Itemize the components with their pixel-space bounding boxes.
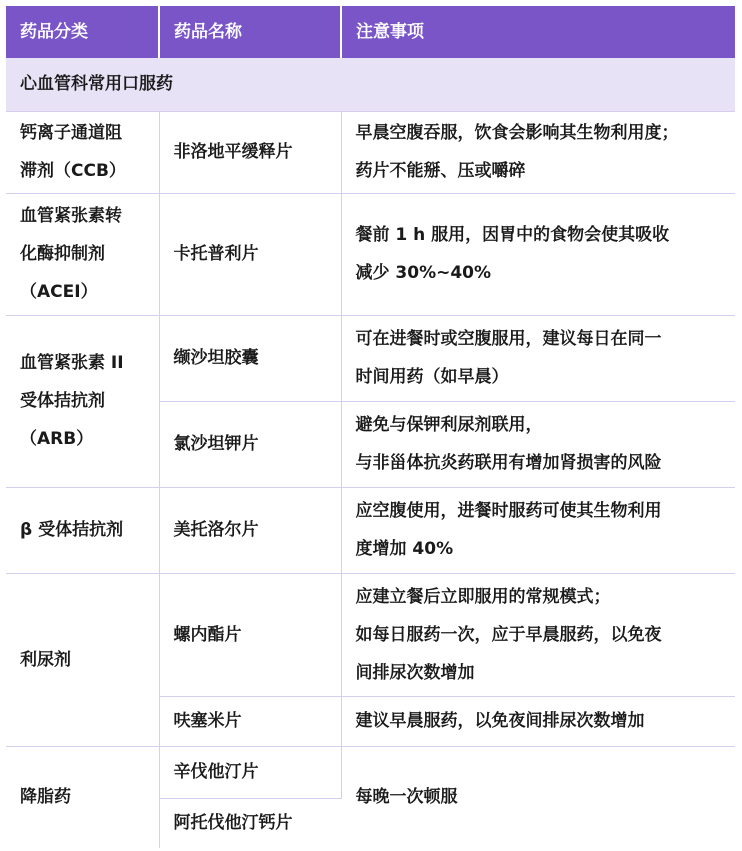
section-row	[6, 58, 735, 111]
notes-cell	[341, 401, 735, 487]
category-line: 血管紧张素转	[20, 206, 122, 226]
notes-cell: 建议早晨服药，以免夜间排尿次数增加	[341, 696, 735, 746]
category-line: （ARB）	[20, 429, 94, 449]
notes-cell	[341, 573, 735, 696]
table-row	[6, 746, 735, 798]
category-line: 滞剂（CCB）	[20, 161, 126, 181]
drug-name-cell: 卡托普利片	[159, 193, 341, 315]
table-row	[6, 111, 735, 193]
note-line: 如每日服药一次，应于早晨服药，以免夜	[355, 624, 662, 645]
drug-name-cell: 辛伐他汀片	[159, 746, 341, 798]
notes-cell	[341, 193, 735, 315]
note-line: 应建立餐后立即服用的常规模式；	[355, 586, 611, 607]
header-category: 药品分类	[6, 6, 159, 58]
section-title: 心血管科常用口服药	[6, 58, 735, 111]
table-row	[6, 487, 735, 573]
category-line: 化酶抑制剂	[20, 244, 105, 264]
drug-name-cell: 阿托伐他汀钙片	[173, 813, 293, 834]
drug-name-cell: 氯沙坦钾片	[159, 401, 341, 487]
category-cell	[6, 111, 159, 193]
category-cell: 降脂药	[6, 746, 159, 848]
category-cell	[6, 315, 159, 487]
note-line: 度增加 40%	[355, 539, 454, 559]
category-line: 受体拮抗剂	[20, 391, 105, 411]
note-line: 与非甾体抗炎药联用有增加肾损害的风险	[355, 453, 662, 473]
category-line: 血管紧张素 II	[20, 353, 124, 373]
category-cell: 利尿剂	[6, 573, 159, 746]
table-row	[6, 573, 735, 696]
notes-cell	[341, 111, 735, 193]
notes-cell: 每晚一次顿服	[355, 787, 458, 808]
header-notes: 注意事项	[341, 6, 735, 58]
note-line: 应空腹使用，进餐时服药可使其生物利用	[355, 501, 662, 521]
category-cell: β 受体拮抗剂	[6, 487, 159, 573]
note-line: 避免与保钾利尿剂联用，	[355, 415, 543, 435]
header-drug-name: 药品名称	[159, 6, 341, 58]
note-line: 间排尿次数增加	[355, 662, 475, 683]
medication-table	[6, 6, 735, 848]
note-line: 时间用药（如早晨）	[355, 367, 509, 387]
category-line: （ACEI）	[20, 282, 98, 302]
note-line: 早晨空腹吞服，饮食会影响其生物利用度；	[355, 123, 679, 143]
note-line: 减少 30%~40%	[355, 263, 492, 283]
table-row	[6, 315, 735, 401]
category-cell	[6, 193, 159, 315]
drug-name-cell: 非洛地平缓释片	[159, 111, 341, 193]
note-line: 可在进餐时或空腹服用，建议每日在同一	[355, 329, 662, 349]
notes-cell	[341, 315, 735, 401]
table-row	[6, 193, 735, 315]
drug-name-cell: 美托洛尔片	[159, 487, 341, 573]
drug-name-cell: 螺内酯片	[159, 573, 341, 696]
note-line: 餐前 1 h 服用，因胃中的食物会使其吸收	[355, 225, 670, 245]
category-line: 钙离子通道阻	[20, 123, 122, 143]
drug-name-cell: 呋塞米片	[159, 696, 341, 746]
drug-name-cell: 缬沙坦胶囊	[159, 315, 341, 401]
table-header-row	[6, 6, 735, 58]
notes-cell	[341, 487, 735, 573]
note-line: 药片不能掰、压或嚼碎	[355, 161, 526, 181]
